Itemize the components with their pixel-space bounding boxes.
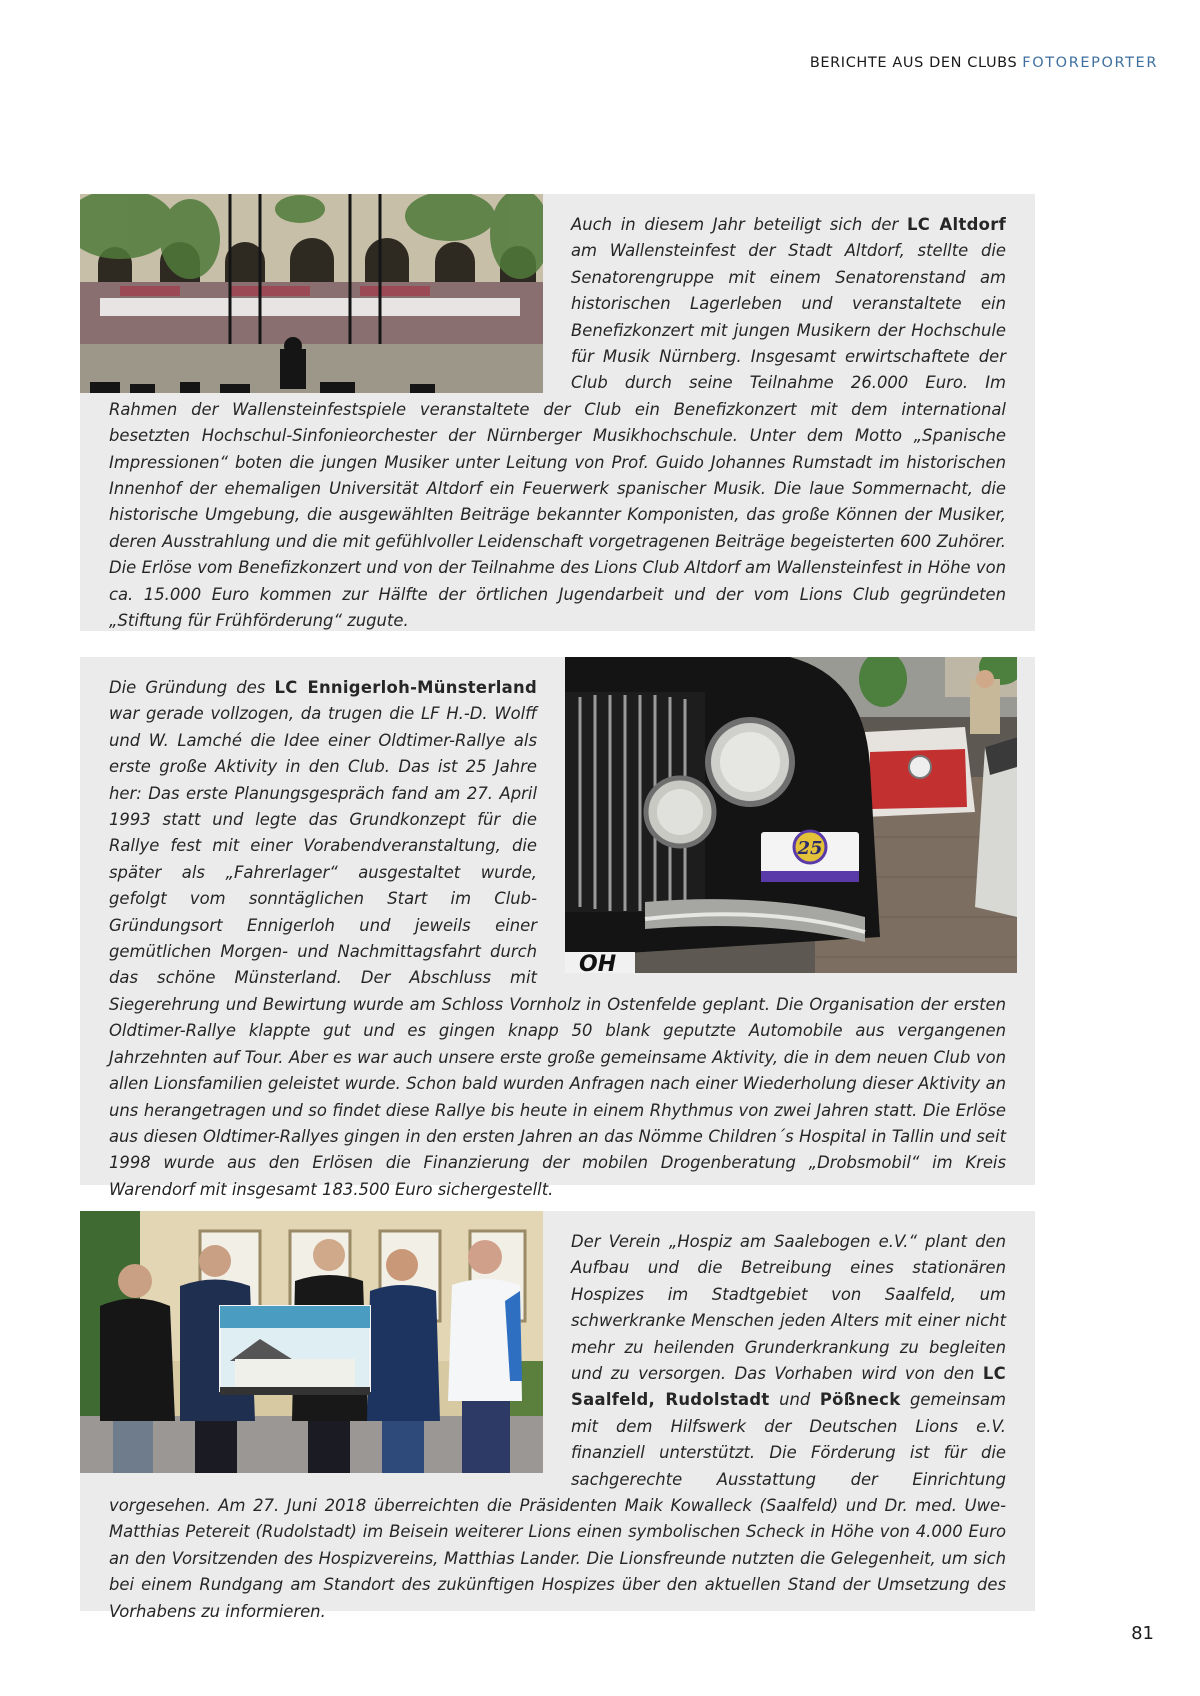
check-handover-photo: [80, 1211, 543, 1473]
vintage-car-photo: [565, 657, 1017, 973]
article-text: Auch in diesem Jahr beteiligt sich der LC Altdorf am Wallensteinfest der Stadt Altdorf, stellte die Senatorengruppe mit einem Senatorenstand am historischen Lagerleben und veranstaltete ein Benefizkonzert mit jungen Musikern der Hochschule für Musik Nürnberg. Insgesamt erwirtschaftete der Club durch seine Teilnahme 26.000 Euro. Im Rahmen der Wallensteinfestspiele veranstaltete der Club ein Benefizkonzert mit dem international besetzten Hochschul-Sinfonieorchester der Nürnberger Musikhochschule. Unter dem Motto „Spanische Impressionen“ boten die jungen Musiker unter Leitung von Prof. Guido Johannes Rumstadt im historischen Innenhof der ehemaligen Universität Altdorf ein Feuerwerk spanischer Musik. Die laue Sommernacht, die historische Umgebung, die ausgewählten Beiträge bekannter Komponisten, das große Können der Musiker, deren Ausstrahlung und die mit gefühlvoller Leidenschaft vorgetragenen Beiträge begeisterten 600 Zuhörer. Die Erlöse vom Benefizkonzert und von der Teilnahme des Lions Club Altdorf am Wallensteinfest in Höhe von ca. 15.000 Euro kommen zur Hälfte der örtlichen Jugendarbeit und der vom Lions Club gegründeten „Stiftung für Frühförderung“ zugute.: [109, 212, 1006, 635]
page-header: [810, 55, 1158, 71]
concert-courtyard-photo: [80, 194, 543, 393]
article-saalfeld: [80, 1211, 1035, 1621]
article-text: 25 OH Die Gründung des LC Ennigerloh-Münsterland war gerade vollzogen, da trugen die LF H.-D. Wolff und W. Lamché die Idee einer Oldtimer-Rallye als erste große Aktivity in den Club. Das ist 25 Jahre her: Das erste Planungsgespräch fand am 27. April 1993 statt und legte das Grundkonzept für die Rallye fest mit einer Vorabendveranstaltung, die später als „Fahrerlager“ ausgestaltet wurde, gefolgt vom sonntäglichen Start im Club-Gründungsort Ennigerloh und jeweils einer gemütlichen Morgen- und Nachmittagsfahrt durch das schöne Münsterland. Der Abschluss mit Siegerehrung und Bewirtung wurde am Schloss Vornholz in Ostenfelde geplant. Die Organisation der ersten Oldtimer-Rallye klappte gut und es gingen knapp 50 blank geputzte Automobile aus vergangenen Jahrzehnten auf Tour. Aber es war auch unsere erste große gemeinsame Aktivity, die in dem neuen Club von allen Lionsfamilien geleistet wurde. Schon bald wurden Anfragen nach einer Wiederholung dieser Aktivity an uns herangetragen und so findet diese Rallye bis heute in einem Rhythmus von zwei Jahren statt. Die Erlöse aus diesen Oldtimer-Rallyes gingen in den ersten Jahren an das Nömme Children´s Hospital in Tallin und seit 1998 wurde aus den Erlösen die Finanzierung der mobilen Drogenberatung „Drobsmobil“ im Kreis Warendorf mit insgesamt 183.500 Euro sichergestellt.: [109, 675, 1006, 1203]
club-name: LC Ennigerloh-Münsterland: [274, 678, 537, 697]
page-number: 81: [1131, 1623, 1154, 1644]
article-altdorf: [80, 194, 1035, 631]
club-name: LC Altdorf: [906, 215, 1007, 234]
header-subsection: FOTOREPORTER: [1022, 55, 1158, 71]
header-section: BERICHTE AUS DEN CLUBS: [809, 55, 1018, 71]
article-text: Der Verein „Hospiz am Saalebogen e.V.“ plant den Aufbau und die Betreibung eines stationären Hospizes im Stadtgebiet von Saalfeld, um schwerkranke Menschen jeden Alters mit einer nicht mehr zu heilenden Grunderkrankung zu begleiten und zu versorgen. Das Vorhaben wird von den LC Saalfeld, Rudolstadt und Pößneck gemeinsam mit dem Hilfswerk der Deutschen Lions e.V. finanziell unterstützt. Die Förderung ist für die sachgerechte Ausstattung der Einrichtung vorgesehen. Am 27. Juni 2018 überreichten die Präsidenten Maik Kowalleck (Saalfeld) und Dr. med. Uwe-Matthias Petereit (Rudolstadt) im Beisein weiterer Lions einen symbolischen Scheck in Höhe von 4.000 Euro an den Vorsitzenden des Hospizvereins, Matthias Lander. Die Lionsfreunde nutzten die Gelegenheit, um sich bei einem Rundgang am Standort des zukünftigen Hospizes über den aktuellen Stand der Umsetzung des Vorhabens zu informieren.: [109, 1229, 1006, 1625]
article-ennigerloh: [80, 657, 1035, 1199]
club-name: LC Saalfeld, Rudolstadt: [571, 1364, 1006, 1410]
club-name-2: Pößneck: [819, 1390, 901, 1410]
license-plate-text: OH: [579, 952, 617, 973]
rally-badge-number: 25: [797, 838, 823, 859]
